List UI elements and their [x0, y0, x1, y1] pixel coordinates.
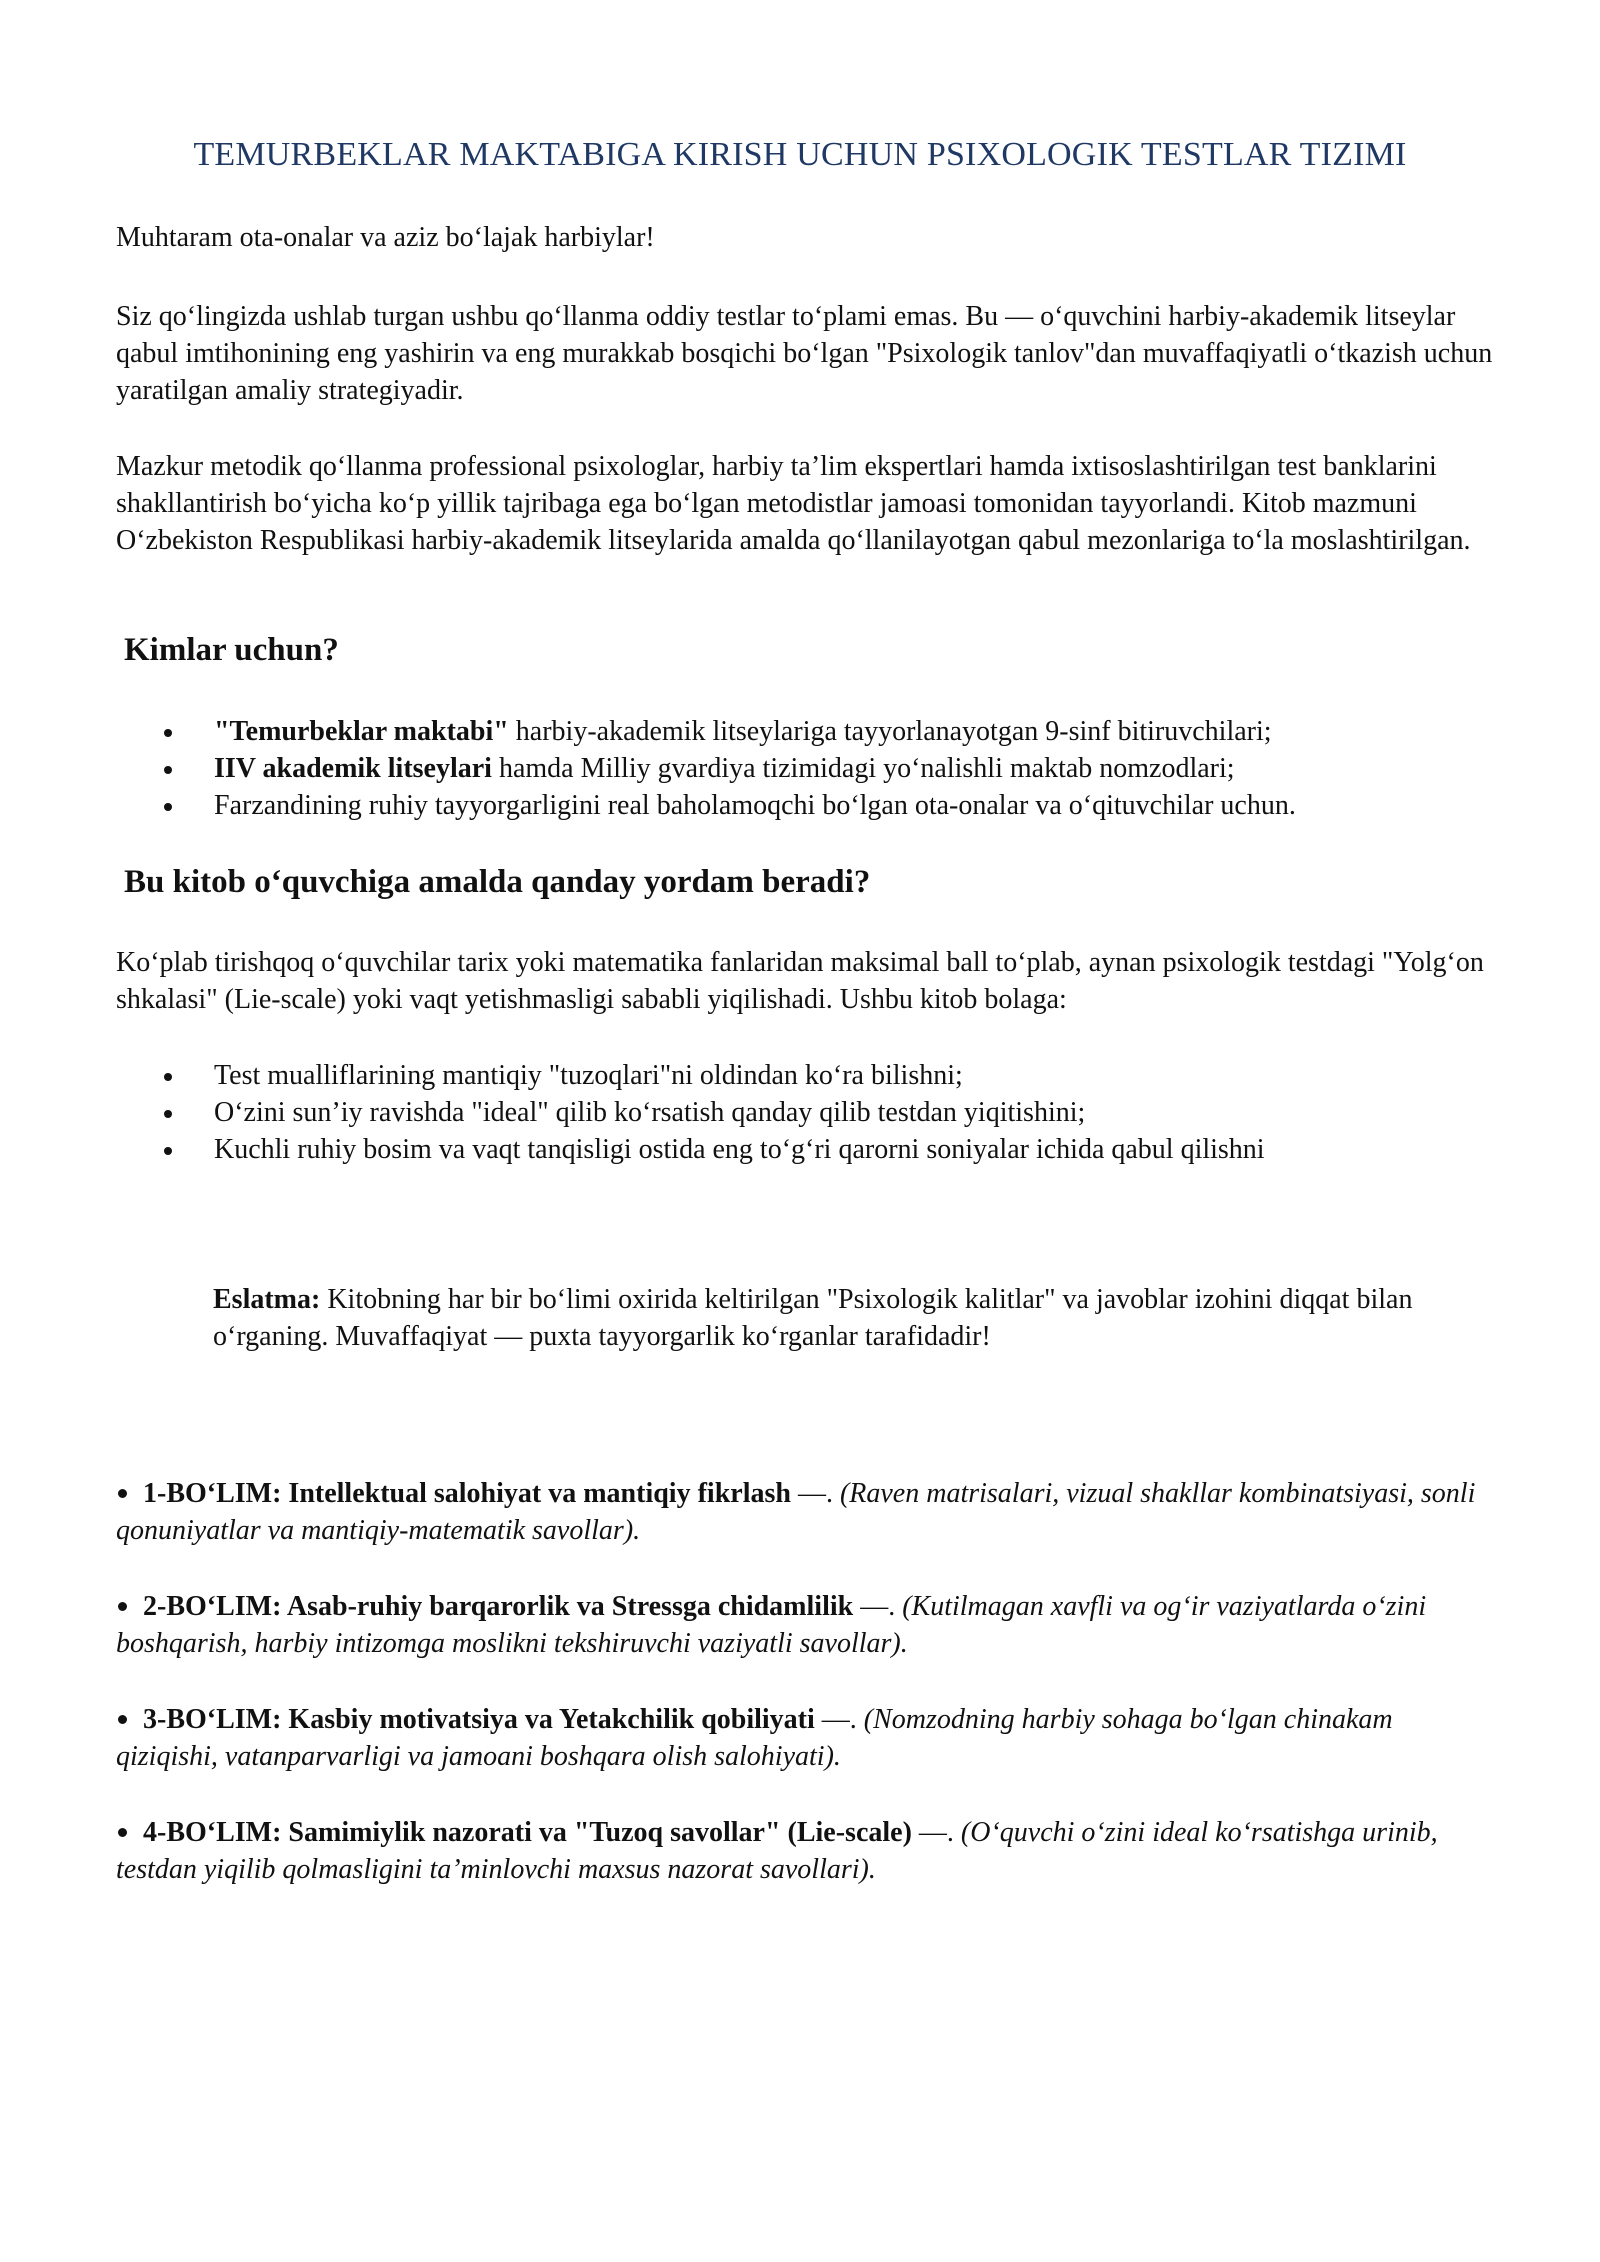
audience-heading: Kimlar uchun?	[124, 632, 339, 668]
note-text: Kitobning har bir bo‘limi oxirida keltirilgan "Psixologik kalitlar" va javoblar izohini diqqat bilan o‘rganing. Muvaffaqiyat — puxta tayyorgarlik ko‘rganlar tarafidadir!	[213, 1284, 1413, 1352]
list-item	[164, 1094, 1544, 1131]
section-item-2	[116, 1588, 1496, 1662]
list-item-text: Farzandining ruhiy tayyorgarligini real baholamoqchi bo‘lgan ota-onalar va o‘qituvchilar uchun.	[214, 790, 1296, 821]
document-title: TEMURBEKLAR MAKTABIGA KIRISH UCHUN PSIXOLOGIK TESTLAR TIZIMI	[193, 136, 1407, 173]
section-dash: —.	[814, 1704, 864, 1735]
bullet-icon	[118, 1602, 127, 1611]
section-description: (Nomzodning harbiy sohaga bo‘lgan chinakam qiziqishi, vatanparvarligi va jamoani boshqara olish salohiyati).	[116, 1704, 1393, 1772]
bullet-icon	[164, 766, 172, 774]
section-title: 3-BO‘LIM: Kasbiy motivatsiya va Yetakchilik qobiliyati	[143, 1704, 815, 1735]
list-item	[164, 750, 1544, 787]
benefits-heading: Bu kitob o‘quvchiga amalda qanday yordam beradi?	[124, 864, 871, 900]
list-item-text: Kuchli ruhiy bosim va vaqt tanqisligi ostida eng to‘g‘ri qarorni soniyalar ichida qabul qilishni	[214, 1134, 1265, 1165]
list-item	[164, 1131, 1544, 1168]
greeting-text: Muhtaram ota-onalar va aziz bo‘lajak harbiylar!	[116, 222, 655, 253]
note-label: Eslatma:	[213, 1284, 321, 1315]
note-block	[213, 1281, 1473, 1355]
bullet-icon	[164, 1110, 172, 1118]
section-item-4	[116, 1814, 1496, 1888]
bullet-icon	[164, 729, 172, 737]
section-title: 4-BO‘LIM: Samimiylik nazorati va "Tuzoq savollar" (Lie-scale)	[143, 1817, 912, 1848]
benefits-paragraph: Ko‘plab tirishqoq o‘quvchilar tarix yoki matematika fanlaridan maksimal ball to‘plab, aynan psixologik testdagi "Yolg‘on shkalasi" (Lie-scale) yoki vaqt yetishmasligi sababli yiqilishadi. Ushbu kitob bolaga:	[116, 947, 1484, 1015]
list-item-text: O‘zini sun’iy ravishda "ideal" qilib ko‘rsatish qanday qilib testdan yiqitishini;	[214, 1097, 1086, 1128]
bullet-icon	[118, 1715, 127, 1724]
section-item-1	[116, 1475, 1496, 1549]
list-item-bold: "Temurbeklar maktabi"	[214, 716, 509, 747]
about-paragraph: Mazkur metodik qo‘llanma professional psixologlar, harbiy ta’lim ekspertlari hamda ixtisoslashtirilgan test banklarini shakllantirish bo‘yicha ko‘p yillik tajribaga ega bo‘lgan metodistlar jamoasi tomonidan tayyorlandi. Kitob mazmuni O‘zbekiston Respublikasi harbiy-akademik litseylarida amalda qo‘llanilayotgan qabul mezonlariga to‘la moslashtirilgan.	[116, 451, 1471, 556]
list-item-text: Test mualliflarining mantiqiy "tuzoqlari"ni oldindan ko‘ra bilishni;	[214, 1060, 963, 1091]
section-title: 2-BO‘LIM: Asab-ruhiy barqarorlik va Stressga chidamlilik	[143, 1591, 854, 1622]
list-item-bold: IIV akademik litseylari	[214, 753, 492, 784]
intro-paragraph: Siz qo‘lingizda ushlab turgan ushbu qo‘llanma oddiy testlar to‘plami emas. Bu — o‘quvchini harbiy-akademik litseylar qabul imtihonining eng yashirin va eng murakkab bosqichi bo‘lgan "Psixologik tanlov"dan muvaffaqiyatli o‘tkazish uchun yaratilgan amaliy strategiyadir.	[116, 301, 1493, 406]
section-title: 1-BO‘LIM: Intellektual salohiyat va mantiqiy fikrlash	[143, 1478, 791, 1509]
bullet-icon	[164, 1147, 172, 1155]
bullet-icon	[164, 803, 172, 811]
section-dash: —.	[853, 1591, 903, 1622]
bullet-icon	[118, 1489, 127, 1498]
bullet-icon	[118, 1828, 127, 1837]
list-item-text: hamda Milliy gvardiya tizimidagi yo‘nalishli maktab nomzodlari;	[491, 753, 1235, 784]
section-description: (Kutilmagan xavfli va og‘ir vaziyatlarda o‘zini boshqarish, harbiy intizomga moslikni tekshiruvchi vaziyatli savollar).	[116, 1591, 1427, 1659]
section-item-3	[116, 1701, 1496, 1775]
list-item	[164, 713, 1544, 750]
section-description: (Raven matrisalari, vizual shakllar kombinatsiyasi, sonli qonuniyatlar va mantiqiy-matematik savollar).	[116, 1478, 1476, 1546]
section-dash: —.	[790, 1478, 840, 1509]
section-description: (O‘quvchi o‘zini ideal ko‘rsatishga urinib, testdan yiqilib qolmasligini ta’minlovchi maxsus nazorat savollari).	[116, 1817, 1438, 1885]
list-item	[164, 787, 1544, 824]
audience-list	[164, 713, 1544, 824]
list-item	[164, 1057, 1544, 1094]
list-item-text: harbiy-akademik litseylariga tayyorlanayotgan 9-sinf bitiruvchilari;	[508, 716, 1272, 747]
benefits-list	[164, 1057, 1544, 1168]
section-dash: —.	[911, 1817, 961, 1848]
bullet-icon	[164, 1073, 172, 1081]
